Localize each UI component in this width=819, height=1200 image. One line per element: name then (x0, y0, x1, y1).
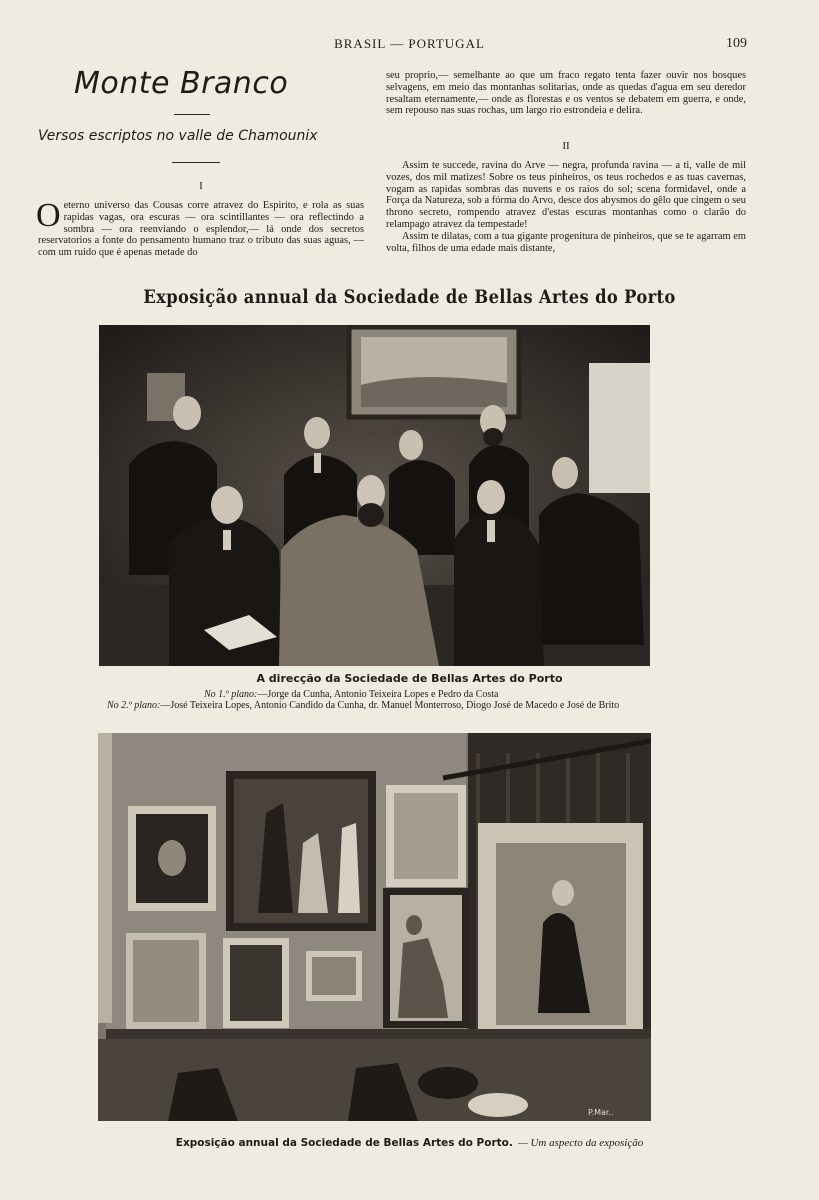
poem-subtitle: Versos escriptos no valle de Chamounix (38, 128, 318, 144)
photo1-caption-plane1 (204, 689, 499, 700)
continuation-paragraph: seu proprio,— semelhante ao que um fraco regato tenta fazer ouvir nos bosques selvagens, em meio das montanhas solitarias, onde as quedas d'agua em seu deredor resaltam eternamente,— onde as florestas e os ventos se debatem em guerra, e onde, sem repouso nas suas rochas, um largo rio estrondeia e delira. (386, 70, 746, 117)
photo2-caption-bold: Exposição annual da Sociedade de Bellas Artes do Porto. (175, 1137, 513, 1149)
subtitle-rule (172, 162, 220, 163)
photographer-signature: P.Mar.. (588, 1108, 614, 1117)
plane1-label: No 1.º plano: (204, 689, 258, 700)
exhibition-image (98, 733, 651, 1121)
section-ii-paragraph-2: Assim te dilatas, com a tua gigante progenitura de pinheiros, que se te agarram em volta, filhos de uma edade mais distante, (386, 230, 746, 254)
poem-title: Monte Branco (74, 66, 289, 101)
page-number: 109 (726, 36, 747, 51)
section-ii-label: II (562, 140, 570, 152)
group-portrait-image (99, 325, 650, 666)
running-title: BRASIL — PORTUGAL (334, 36, 485, 51)
title-rule (174, 114, 210, 115)
section-ii-paragraph-1: Assim te succede, ravina do Arve — negra, profunda ravina — a ti, valle de mil vozes, dos mil matizes! Sobre os teus pinheiros, os teus rochedos e as tuas cavernas, vogam as rapidas sombras das nuvens e os raios do sol; scena formidavel, onde a Força da Natureza, sob a fórma do Arvo, desce dos abysmos do gêlo que cingem o seu throno secreto, rompendo atravez d'estas escuras montanhas como o clarão do relampago atravez da tempestade! (386, 160, 746, 230)
exhibition-photo (98, 733, 651, 1121)
section-i-paragraph (36, 197, 364, 259)
group-portrait-photo (99, 325, 650, 666)
plane1-names: —Jorge da Cunha, Antonio Teixeira Lopes e Pedro da Costa (257, 689, 499, 700)
photo1-caption-title: A direcção da Sociedade de Bellas Artes do Porto (256, 672, 563, 685)
photo2-caption-italic: — Um aspecto da exposição (517, 1137, 644, 1149)
plane2-label: No 2.º plano: (107, 700, 161, 711)
section-i-label: I (199, 180, 203, 192)
continuation-column (386, 70, 746, 117)
photo2-caption (0, 1131, 819, 1150)
feature-heading: Exposição annual da Sociedade de Bellas Artes do Porto (143, 286, 676, 308)
plane2-names: —José Teixeira Lopes, Antonio Candido da Cunha, dr. Manuel Monterroso, Diogo José de Macedo e José de Brito (160, 700, 620, 711)
section-ii (386, 140, 746, 254)
section-i (36, 180, 364, 259)
photo1-caption-plane2 (107, 700, 619, 711)
drop-cap: O (36, 197, 61, 234)
section-i-text: eterno universo das Cousas corre atravez do Espirito, e rola as suas rapidas vagas, ora escuras — ora scintillantes — ora reflectindo a sombra — ora reenviando o esplendor,— lá onde dos secretos reservatorios a fonte do pensamento humano traz o tributo das suas aguas, — com um ruido que é apenas metade do (38, 200, 364, 259)
